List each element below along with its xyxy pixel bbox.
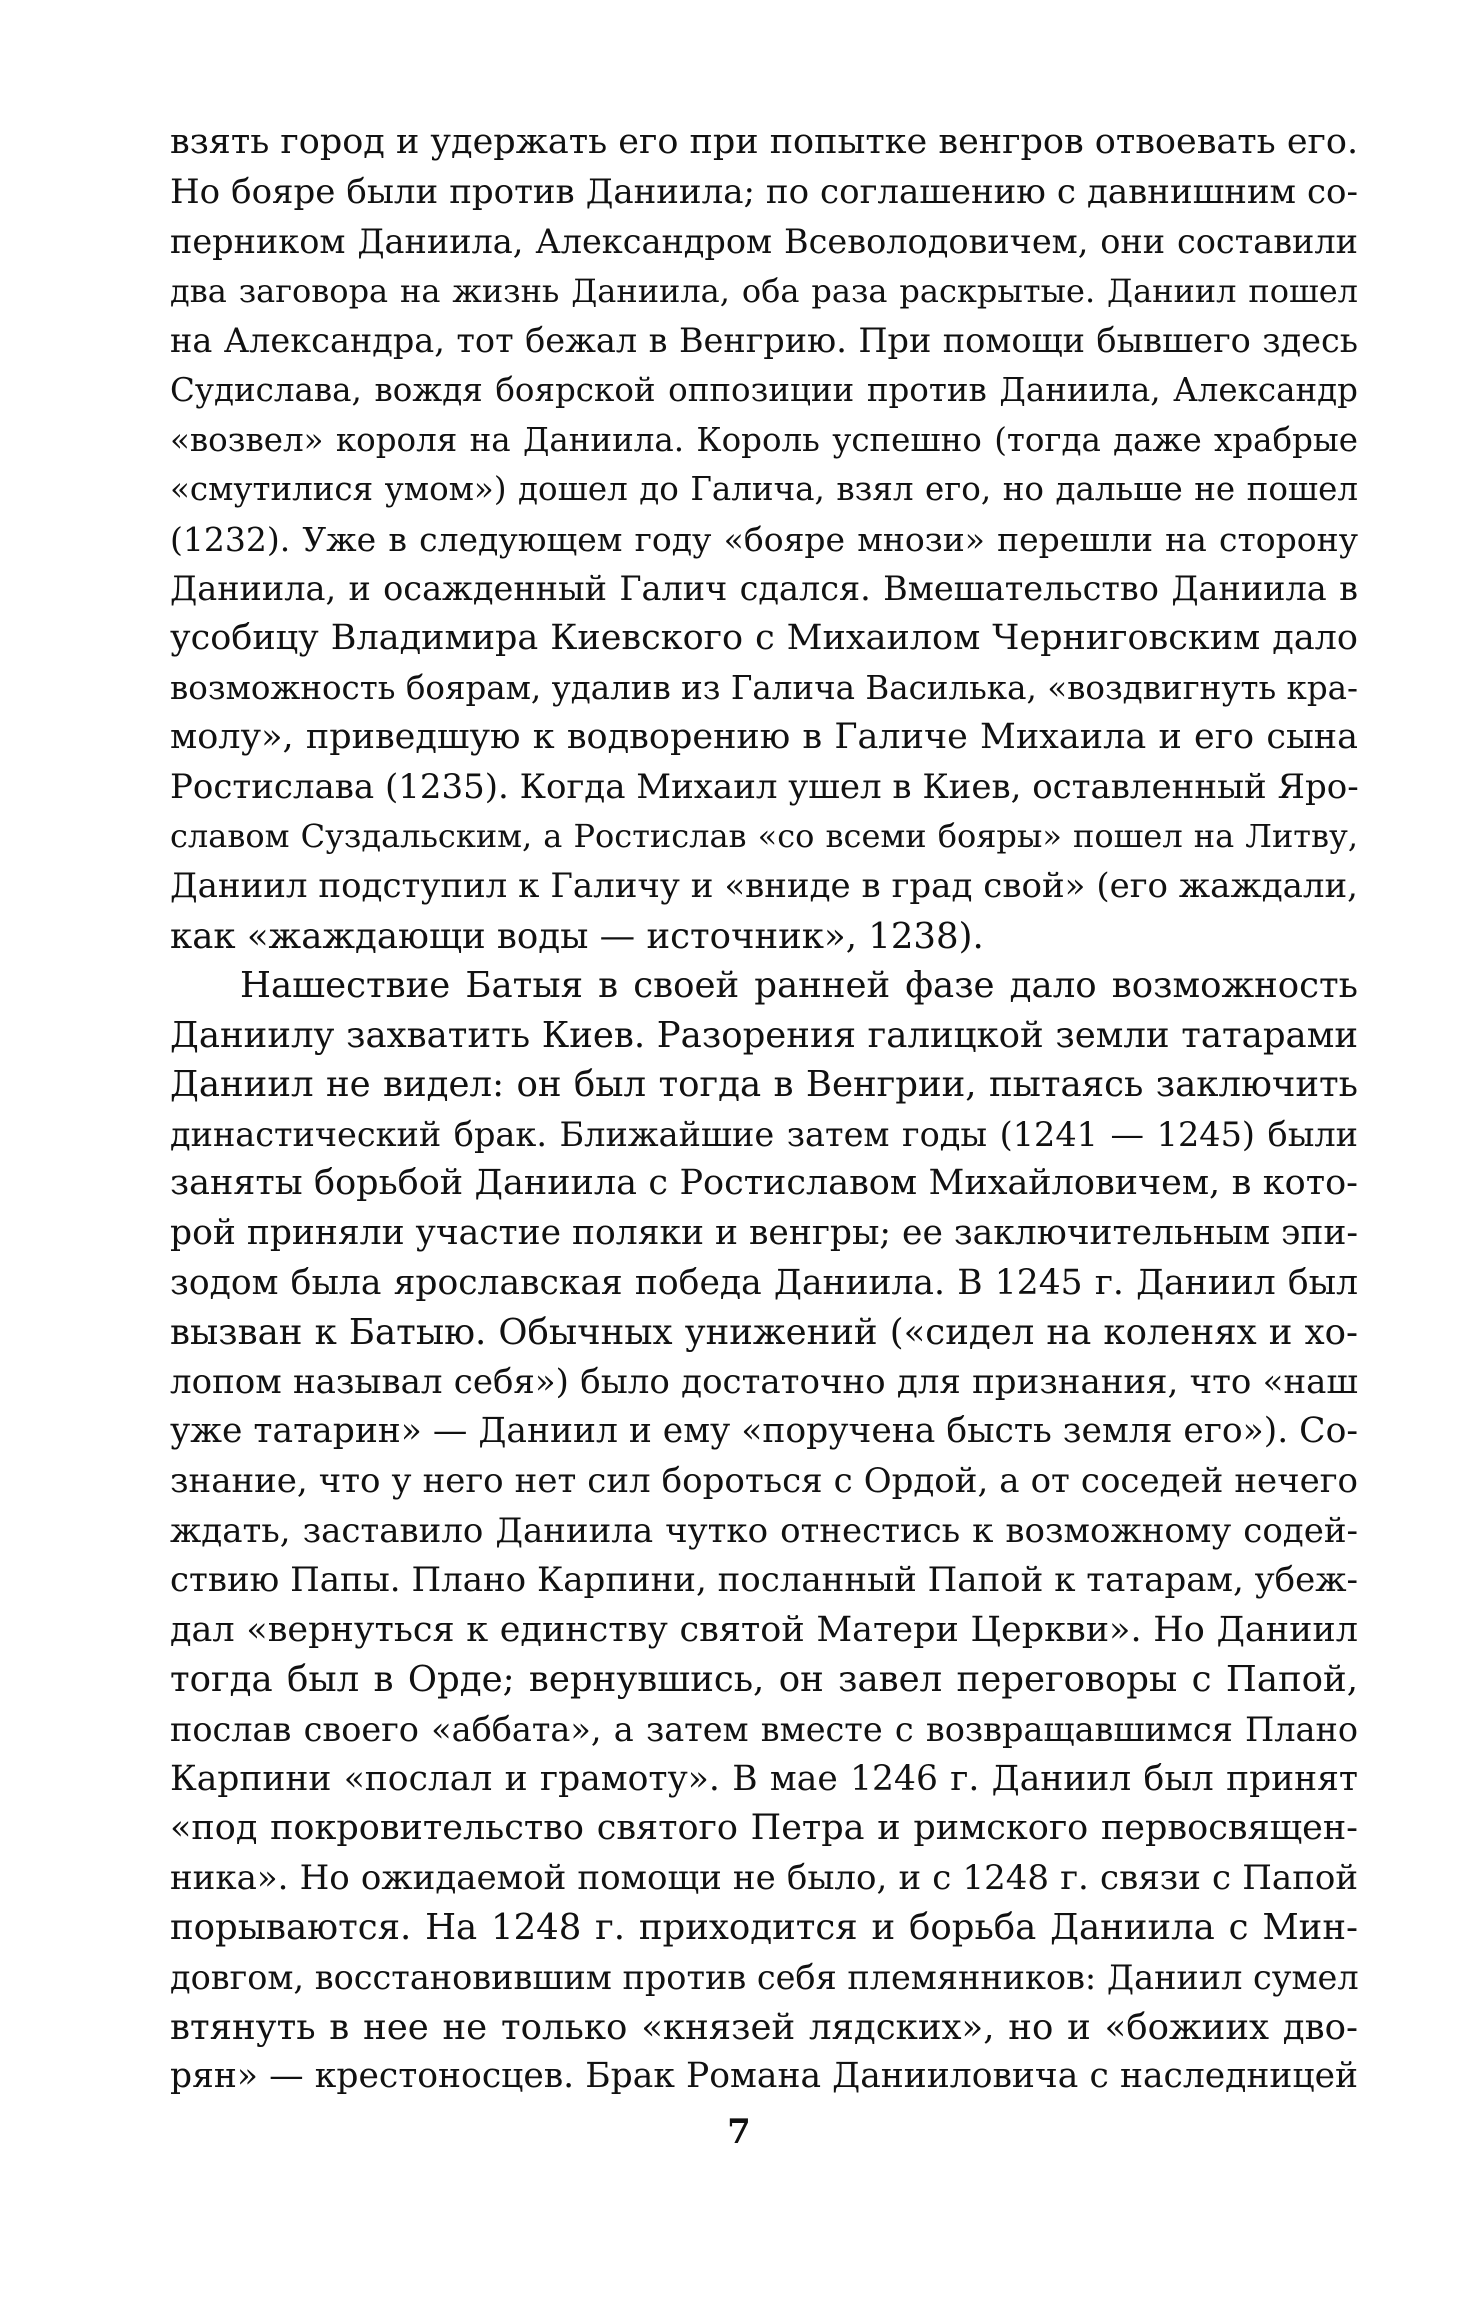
text-line: рян» — крестоносцев. Брак Романа Данииловича с наследницей [170,2056,1358,2097]
text-line: (1232). Уже в следующем году «бояре мнози» перешли на сторону [170,519,1358,559]
text-line: усобицу Владимира Киевского с Михаилом Черниговским дало [170,617,1358,658]
text-line: Но бояре были против Даниила; по соглашению с давнишним со- [170,171,1358,212]
text-line: Карпини «послал и грамоту». В мае 1246 г. Даниил был принят [170,1758,1358,1799]
text-line: рой приняли участие поляки и венгры; ее заключительным эпи- [170,1213,1358,1254]
text-line: втянуть в нее не только «князей лядских», но и «божиих дво- [170,2006,1358,2048]
page-number: 7 [727,2112,751,2152]
text-line: «под покровительство святого Петра и римского первосвящен- [170,1808,1358,1849]
text-line: знание, что у него нет сил бороться с Ордой, а от соседей нечего [170,1461,1358,1502]
text-line: вызван к Батыю. Обычных унижений («сидел на коленях и хо- [170,1312,1358,1354]
text-line: перником Даниила, Александром Всеволодовичем, они составили [170,222,1358,262]
text-line: молу», приведшую к водворению в Галиче Михаила и его сына [170,717,1358,758]
text-line: возможность боярам, удалив из Галича Василька, «воздвигнуть кра- [170,668,1358,707]
text-line: Даниила, и осажденный Галич сдался. Вмешательство Даниила в [170,569,1358,609]
text-line: послав своего «аббата», а затем вместе с возвращавшимся Плано [170,1710,1358,1749]
text-line: славом Суздальским, а Ростислав «со всеми бояры» пошел на Литву, [170,817,1358,856]
text-line: уже татарин» — Даниил и ему «поручена бысть земля его»). Со- [170,1411,1359,1452]
text-line: Нашествие Батыя в своей ранней фазе дало возможность [240,965,1358,1007]
text-line: два заговора на жизнь Даниила, оба раза раскрытые. Даниил пошел [170,271,1358,310]
text-line: Даниил подступил к Галичу и «вниде в град свой» (его жаждали, [170,865,1358,906]
text-line: зодом была ярославская победа Даниила. В 1245 г. Даниил был [170,1262,1358,1303]
text-line: ждать, заставило Даниила чутко отнестись к возможному содей- [170,1510,1358,1551]
paragraph [170,961,1358,2102]
text-line: ника». Но ожидаемой помощи не было, и с 1248 г. связи с Папой [170,1857,1358,1898]
text-line: порываются. На 1248 г. приходится и борьба Даниила с Мин- [170,1907,1358,1949]
text-line: на Александра, тот бежал в Венгрию. При помощи бывшего здесь [170,321,1358,361]
text-line: Даниилу захватить Киев. Разорения галицкой земли татарами [170,1014,1358,1056]
text-line: Даниил не видел: он был тогда в Венгрии, пытаясь заключить [170,1064,1358,1106]
text-line: «смутилися умом») дошел до Галича, взял его, но дальше не пошел [170,470,1358,509]
text-line: ствию Папы. Плано Карпини, посланный Папой к татарам, убеж- [170,1560,1358,1601]
page-body-text [170,118,1358,2102]
text-line: лопом называл себя») было достаточно для признания, что «наш [170,1361,1358,1402]
text-line: династический брак. Ближайшие затем годы (1241 — 1245) были [170,1114,1358,1154]
text-line: взять город и удержать его при попытке венгров отвоевать его. [170,122,1359,162]
text-line: как «жаждающи воды — источник», 1238). [170,915,984,957]
text-line: тогда был в Орде; вернувшись, он завел переговоры с Папой, [170,1659,1358,1701]
paragraph [170,118,1358,961]
text-line: Ростислава (1235). Когда Михаил ушел в Киев, оставленный Яро- [170,766,1359,807]
text-line: заняты борьбой Даниила с Ростиславом Михайловичем, в кото- [170,1163,1358,1204]
text-line: Судислава, вождя боярской оппозиции против Даниила, Александр [170,370,1358,409]
text-line: дал «вернуться к единству святой Матери Церкви». Но Даниил [170,1609,1358,1650]
text-line: довгом, восстановившим против себя племянников: Даниил сумел [170,1957,1359,1997]
text-line: «возвел» короля на Даниила. Король успешно (тогда даже храбрые [170,420,1358,459]
